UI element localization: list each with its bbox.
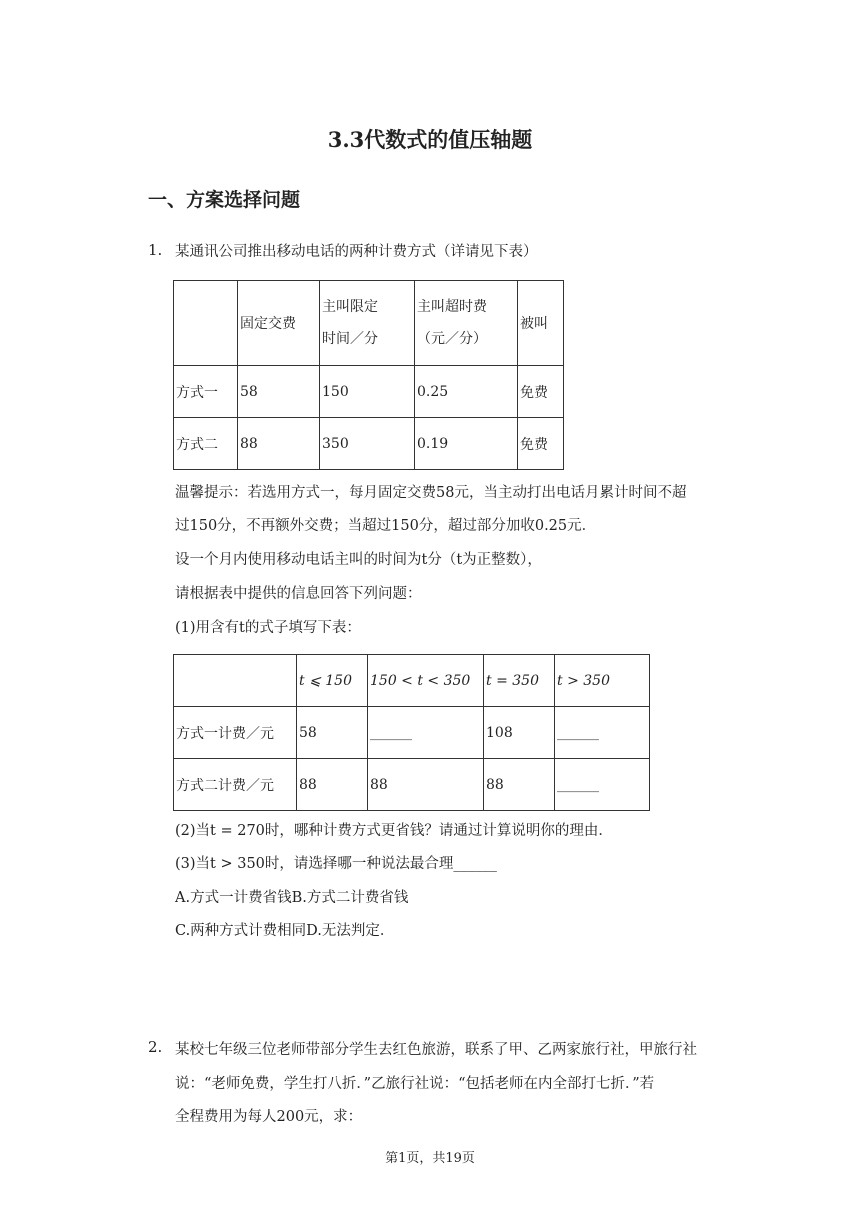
- question-text: 说：“老师免费，学生打八折．”乙旅行社说：“包括老师在内全部打七折．”若: [175, 1076, 655, 1092]
- table-cell: [174, 655, 297, 707]
- table-header-cell: t > 350: [555, 655, 650, 707]
- answer-blank[interactable]: ______: [555, 707, 650, 759]
- header-line: 时间／分: [322, 331, 378, 347]
- table-cell: 88: [297, 759, 368, 811]
- part-3-text: (3)当t > 350时，请选择哪一种说法最合理______: [175, 856, 497, 872]
- instruction-text: 请根据表中提供的信息回答下列问题：: [175, 586, 422, 602]
- question-text: 某校七年级三位老师带部分学生去红色旅游，联系了甲、乙两家旅行社，甲旅行社: [175, 1042, 697, 1058]
- table-header-cell: [320, 281, 415, 366]
- table-cell: 88: [238, 418, 320, 470]
- table-row: [174, 366, 564, 418]
- table-cell: 88: [484, 759, 555, 811]
- part-1-text: (1)用含有t的式子填写下表：: [175, 620, 361, 636]
- pricing-table: [173, 280, 564, 470]
- table-cell: 方式一计费／元: [174, 707, 297, 759]
- table-row: [174, 418, 564, 470]
- table-cell: 58: [238, 366, 320, 418]
- table-cell: 350: [320, 418, 415, 470]
- hint-text: 过150分，不再额外交费；当超过150分，超过部分加收0.25元．: [175, 518, 597, 534]
- question-text: 全程费用为每人200元，求：: [175, 1109, 363, 1125]
- question-number: 1.: [148, 241, 163, 259]
- table-cell: 108: [484, 707, 555, 759]
- question-number: 2.: [148, 1038, 163, 1056]
- table-cell: 免费: [518, 366, 564, 418]
- table-cell: 88: [368, 759, 484, 811]
- table-header-cell: [415, 281, 518, 366]
- options-text: C.两种方式计费相同D.无法判定．: [175, 923, 395, 939]
- table-cell: 方式一: [174, 366, 238, 418]
- page-title: 3.3代数式的值压轴题: [327, 127, 533, 152]
- section-heading: 一、方案选择问题: [148, 189, 301, 211]
- table-header-cell: t ⩽ 150: [297, 655, 368, 707]
- page-footer: 第1页，共19页: [385, 1151, 475, 1166]
- table-cell: 方式二计费／元: [174, 759, 297, 811]
- part-2-text: (2)当t = 270时，哪种计费方式更省钱？请通过计算说明你的理由．: [175, 823, 613, 839]
- table-cell: [174, 281, 238, 366]
- table-cell: 方式二: [174, 418, 238, 470]
- table-cell: 免费: [518, 418, 564, 470]
- table-header-cell: 150 < t < 350: [368, 655, 484, 707]
- options-text: A.方式一计费省钱B.方式二计费省钱: [175, 890, 409, 906]
- table-cell: 0.19: [415, 418, 518, 470]
- header-line: 主叫超时费: [417, 299, 487, 315]
- table-cell: 58: [297, 707, 368, 759]
- header-line: （元／分）: [417, 331, 487, 347]
- header-line: 主叫限定: [322, 299, 378, 315]
- table-cell: 0.25: [415, 366, 518, 418]
- table-row: [174, 707, 650, 759]
- question-stem: 某通讯公司推出移动电话的两种计费方式（详请见下表）: [175, 244, 538, 260]
- table-header-cell: 被叫: [518, 281, 564, 366]
- table-row: [174, 655, 650, 707]
- setup-text: 设一个月内使用移动电话主叫的时间为t分（t为正整数），: [175, 552, 542, 568]
- table-header-cell: t = 350: [484, 655, 555, 707]
- table-row: [174, 759, 650, 811]
- fee-expression-table: [173, 654, 650, 811]
- table-header-cell: 固定交费: [238, 281, 320, 366]
- hint-text: 温馨提示：若选用方式一，每月固定交费58元，当主动打出电话月累计时间不超: [175, 485, 687, 501]
- table-cell: 150: [320, 366, 415, 418]
- answer-blank[interactable]: ______: [368, 707, 484, 759]
- answer-blank[interactable]: ______: [555, 759, 650, 811]
